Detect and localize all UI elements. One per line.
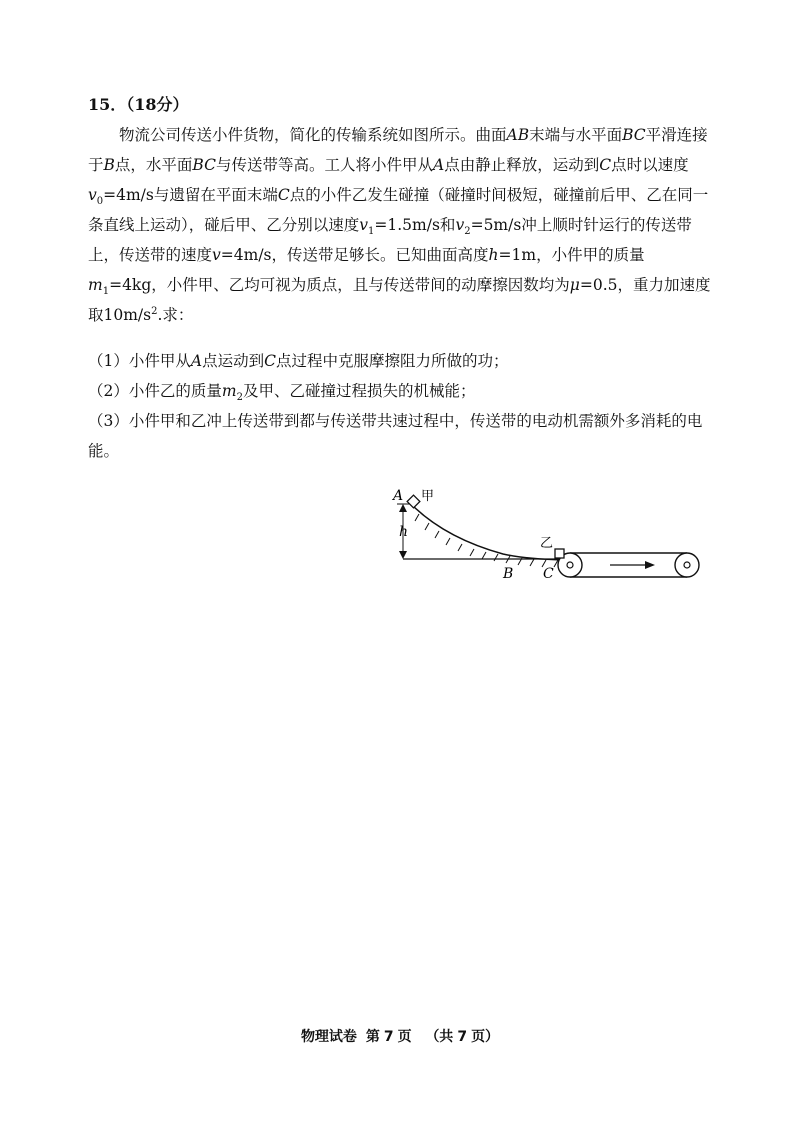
question-number: 15．（18分）	[88, 95, 189, 114]
total-pages: 7	[457, 1029, 468, 1045]
subscript: 1	[102, 286, 110, 298]
value-mu: =0.5	[579, 276, 618, 294]
sub-question-1	[88, 346, 728, 376]
label-a: A	[393, 488, 404, 504]
sub-text: 及甲、乙碰撞过程损失的机械能；	[242, 382, 476, 400]
label-c: C	[264, 352, 276, 370]
label-b: B	[503, 566, 514, 582]
block-yi	[555, 549, 564, 558]
label-b: B	[103, 156, 115, 174]
label-c: C	[277, 186, 290, 204]
intro-text: 与遗留在平面末端	[153, 186, 278, 204]
intro-text: 物流公司传送小件货物，简化的传输系统如图所示。曲面	[119, 126, 507, 144]
intro-text: ，传送带足够长。已知曲面高度	[271, 246, 489, 264]
sub-text: 点运动到	[202, 352, 265, 370]
value-v: =4m/s	[220, 246, 272, 264]
belt-direction-arrow-icon	[645, 561, 655, 569]
subscript: 2	[236, 392, 243, 404]
sub-question-3	[88, 406, 728, 466]
label-yi: 乙	[540, 536, 554, 551]
curve-ab	[411, 504, 563, 560]
intro-text: ，重力加速度取	[88, 276, 711, 324]
intro-text: 冲上顺时针运行的传送带上，传送带的速度	[88, 216, 692, 264]
sub-question-2	[88, 376, 728, 406]
block-jia	[407, 495, 420, 508]
label-a: A	[190, 352, 203, 370]
height-arrow-up-icon	[399, 504, 407, 512]
sub-text: （3）小件甲和乙冲上传送带到都与传送带共速过程中，传送带的电动机需额外多消耗的电能。	[88, 412, 703, 460]
intro-text: ，小件甲、乙均可视为质点，且与传送带间的动摩擦因数均为	[151, 276, 570, 294]
value-v1: =1.5m/s	[374, 216, 440, 234]
footer-title: 物理试卷	[300, 1029, 357, 1045]
intro-text: 点时以速度	[611, 156, 689, 174]
subscript: 0	[96, 196, 104, 208]
footer-text: 第	[365, 1029, 380, 1045]
symbol-m2: m	[221, 382, 237, 400]
intro-text: 点，水平面	[114, 156, 193, 174]
conveyor-figure	[385, 486, 705, 586]
symbol-v0: v	[88, 186, 97, 204]
footer-text: 页	[397, 1029, 412, 1045]
question-intro	[88, 120, 718, 330]
sub-text: （2）小件乙的质量	[88, 382, 222, 400]
label-jia: 甲	[421, 489, 435, 504]
symbol-m1: m	[88, 276, 103, 294]
footer-text: （共	[425, 1029, 454, 1045]
symbol-v: v	[212, 246, 221, 264]
label-bc: BC	[622, 126, 646, 144]
label-c: C	[543, 566, 554, 582]
page-footer	[0, 1026, 800, 1046]
symbol-v1: v	[359, 216, 369, 234]
label-c: C	[599, 156, 612, 174]
value-g: 10m/s	[103, 306, 152, 324]
subscript: 2	[464, 226, 471, 238]
symbol-v2: v	[455, 216, 465, 234]
height-arrow-down-icon	[399, 551, 407, 559]
intro-text: ，小件甲的质量	[536, 246, 645, 264]
value-m1: =4kg	[109, 276, 152, 294]
footer-text: 页）	[471, 1029, 500, 1045]
intro-text: 点的小件乙发生碰撞（碰撞时间极短，碰撞前后甲、乙在同一条直线上运动），碰后甲、乙分别以速度	[88, 186, 709, 234]
symbol-mu: μ	[569, 276, 580, 294]
value-h: =1m	[498, 246, 537, 264]
subscript: 1	[368, 226, 375, 238]
intro-text: 末端与水平面	[529, 126, 623, 144]
intro-text: 点由静止释放，运动到	[444, 156, 600, 174]
intro-text: 与传送带等高。工人将小件甲从	[215, 156, 433, 174]
symbol-h: h	[488, 246, 499, 264]
right-pulley	[675, 553, 699, 577]
page-number: 7	[383, 1029, 394, 1045]
intro-text: 和	[439, 216, 456, 234]
superscript: 2	[151, 305, 158, 317]
value-v0: =4m/s	[103, 186, 154, 204]
intro-text: .求：	[157, 306, 194, 324]
label-a: A	[432, 156, 445, 174]
label-ab: AB	[506, 126, 530, 144]
sub-text: （1）小件甲从	[88, 352, 191, 370]
sub-text: 点过程中克服摩擦阻力所做的功；	[275, 352, 509, 370]
label-bc: BC	[192, 156, 216, 174]
intro-text: 平滑连接于	[88, 126, 708, 174]
label-h: h	[399, 524, 409, 540]
value-v2: =5m/s	[470, 216, 522, 234]
